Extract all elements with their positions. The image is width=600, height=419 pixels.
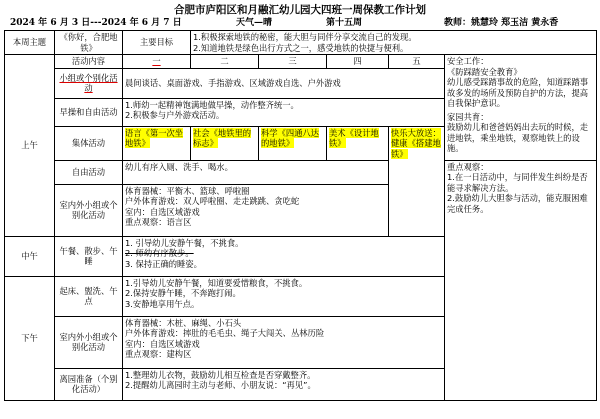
focus-item: 1.在一日活动中，与同伴发生纠纷是否能寻求解决方法。 [447, 172, 588, 193]
day-tue: 二 [191, 55, 259, 69]
days-label: 活动内容 [55, 55, 123, 69]
group-activity-wed: 科学《四通八达的地铁》 [259, 126, 327, 160]
morning-exercise-content: 1.师幼一起精神饱满地做早操，动作整齐统一。 2.积极参与户外游戏活动。 [123, 98, 445, 126]
leaving-label: 离园准备（个别化活动） [55, 368, 123, 400]
theme-value: 《你好，合肥地铁》 [55, 31, 123, 55]
wake-label: 起床、盥洗、午点 [55, 276, 123, 316]
group-activity-thu: 美术《设计地铁》 [327, 126, 389, 160]
safety-heading: 安全工作： [447, 56, 489, 66]
day-mon: 一 [123, 55, 191, 69]
date-range: 2024 年 6 月 3 日---2024 年 6 月 7 日 [10, 18, 182, 28]
group-activity-label: 集体活动 [55, 126, 123, 160]
goal-item: 1.积极探索地铁的秘密，能大胆与同伴分享交流自己的发现。 [193, 32, 417, 42]
goal-item: 2.知道地铁是绿色出行方式之一，感受地铁的快捷与便利。 [193, 42, 409, 53]
afternoon-outdoor-label: 室内外小组或个别化活动 [55, 316, 123, 368]
noon-content: 1. 引导幼儿安静午餐，不挑食。 2. 师幼有序散步。 3. 保持正确的睡姿。 [123, 236, 445, 276]
small-group-label: 小组或个别化活动 [55, 68, 123, 98]
leaving-content: 1.整理幼儿衣物，鼓励幼儿相互检查是否穿戴整齐。 2.提醒幼儿离园时主动与老师、小朋友说：“再见”。 [123, 368, 445, 400]
home-text: 鼓励幼儿和爸爸妈妈出去玩的时候，走进地铁，乘坐地铁，观察地铁上的设施。 [447, 122, 589, 153]
doc-subtitle-line [4, 15, 596, 29]
days-row [5, 55, 597, 69]
doc-title: 合肥市庐阳区和月融汇幼儿园大四班一周保教工作计划 [174, 4, 426, 16]
noon-label: 午餐、散步、午睡 [55, 236, 123, 276]
afternoon-outdoor-content: 体育器械：木桩、麻绳、小石头 户外体育游戏：摔肚的毛毛虫、绳子大闯关、丛林历险 室内：自选区域游戏 重点观察：建构区 [123, 316, 445, 368]
weather: 天气—晴 [236, 18, 273, 28]
focus-item: 2.鼓励幼儿大胆参与活动，能克服困难完成任务。 [447, 193, 588, 214]
morning-exercise-label: 早操和自由活动 [55, 98, 123, 126]
safety-topic: 《防踩踏安全教育》 [447, 66, 522, 77]
home-heading: 家园共育： [447, 111, 489, 122]
free-activity-label: 自由活动 [55, 160, 123, 184]
group-activity-mon: 语言《第一次坐地铁》 [123, 126, 191, 160]
small-group-content: 晨间谈话、桌面游戏、手指游戏、区域游戏自选、户外游戏 [123, 68, 445, 98]
theme-row [5, 31, 597, 55]
theme-label: 本周主题 [5, 31, 55, 55]
outdoor-label: 室内外小组或个别化活动 [55, 184, 123, 236]
period-afternoon: 下午 [5, 276, 55, 400]
free-activity-row [5, 160, 597, 184]
focus-cell [445, 160, 597, 400]
period-morning: 上午 [5, 55, 55, 237]
focus-heading: 重点观察： [447, 161, 489, 172]
safety-cell [445, 55, 597, 161]
week-number: 第十五周 [326, 18, 363, 28]
day-thu: 四 [327, 55, 389, 69]
teachers: 教师：姚慧玲 郑玉洁 黄永香 [444, 18, 559, 28]
goal-label: 主要目标 [123, 31, 191, 55]
period-noon: 中午 [5, 236, 55, 276]
free-activity-content: 幼儿有序入厕、洗手、喝水。 [123, 160, 389, 184]
group-activity-tue: 社会《地铁里的标志》 [191, 126, 259, 160]
wake-content: 1.引导幼儿安静午餐，知道要爱惜粮食，不挑食。 2.保持安静午睡，不奔跑打闹。 3.安静地享用午点。 [123, 276, 445, 316]
day-fri: 五 [389, 55, 445, 69]
safety-text: 幼儿感受踩踏事故的危险，知道踩踏事故多发的场所及预防自护的方法，提高自我保护意识。 [447, 77, 589, 108]
day-wed: 三 [259, 55, 327, 69]
plan-table [4, 30, 597, 401]
outdoor-content: 体育器械：平衡木、篮球、呼啦圈 户外体育游戏：双人呼啦圈、走走跳跳、贪吃蛇 室内：自选区域游戏 重点观察：语言区 [123, 184, 389, 236]
group-activity-fri: 快乐大放送：健康《搭建地铁》 [389, 126, 445, 236]
goals-cell [191, 31, 597, 55]
